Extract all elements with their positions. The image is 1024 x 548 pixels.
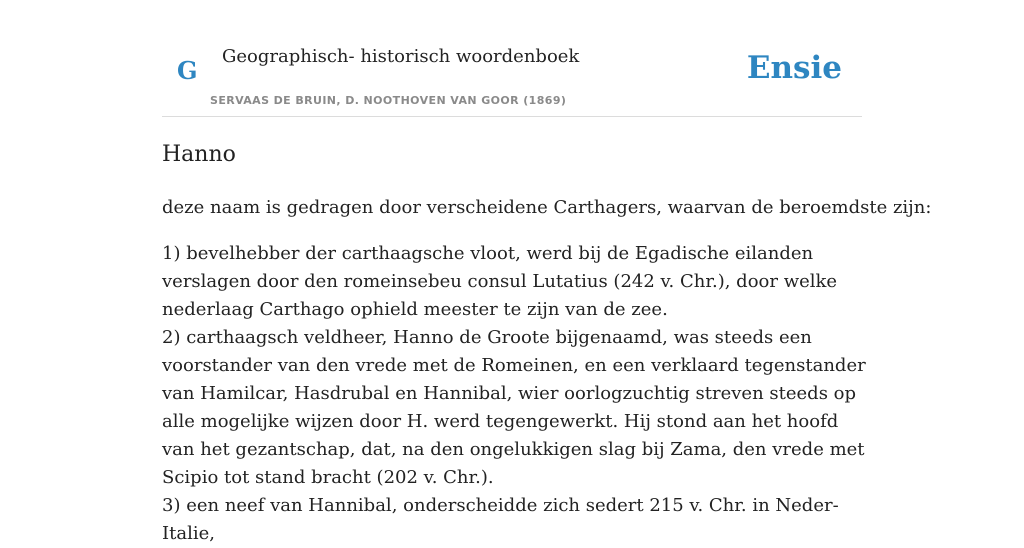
entry-content: [162, 140, 932, 548]
book-title-link[interactable]: Geographisch- historisch woordenboek: [222, 46, 580, 67]
entry-body: [162, 240, 867, 548]
entry-intro: deze naam is gedragen door verscheidene Carthagers, waarvan de beroemdste zijn:: [162, 197, 932, 218]
book-logo-icon[interactable]: G: [177, 56, 198, 85]
book-authors: SERVAAS DE BRUIN, D. NOOTHOVEN VAN GOOR (1869): [210, 94, 567, 107]
site-header: [162, 36, 862, 117]
entry-item-3: 3) een neef van Hannibal, onderscheidde zich sedert 215 v. Chr. in Neder-Italie,: [162, 495, 839, 544]
entry-item-2: 2) carthaagsch veldheer, Hanno de Groote bijgenaamd, was steeds een voorstander van den vrede met de Romeinen, en een verklaard tegenstander van Hamilcar, Hasdrubal en Hannibal, wier oorlogzuchtig streven steeds op alle mogelijke wijzen door H. werd tegengewerkt. Hij stond aan het hoofd van het gezantschap, dat, na den ongelukkigen slag bij Zama, den vrede met Scipio tot stand bracht (202 v. Chr.).: [162, 327, 866, 488]
ensie-logo[interactable]: Ensie: [746, 50, 842, 86]
entry-item-1: 1) bevelhebber der carthaagsche vloot, werd bij de Egadische eilanden verslagen door den romeinsebeu consul Lutatius (242 v. Chr.), door welke nederlaag Carthago ophield meester te zijn van de zee.: [162, 243, 838, 320]
entry-title: Hanno: [162, 142, 236, 167]
